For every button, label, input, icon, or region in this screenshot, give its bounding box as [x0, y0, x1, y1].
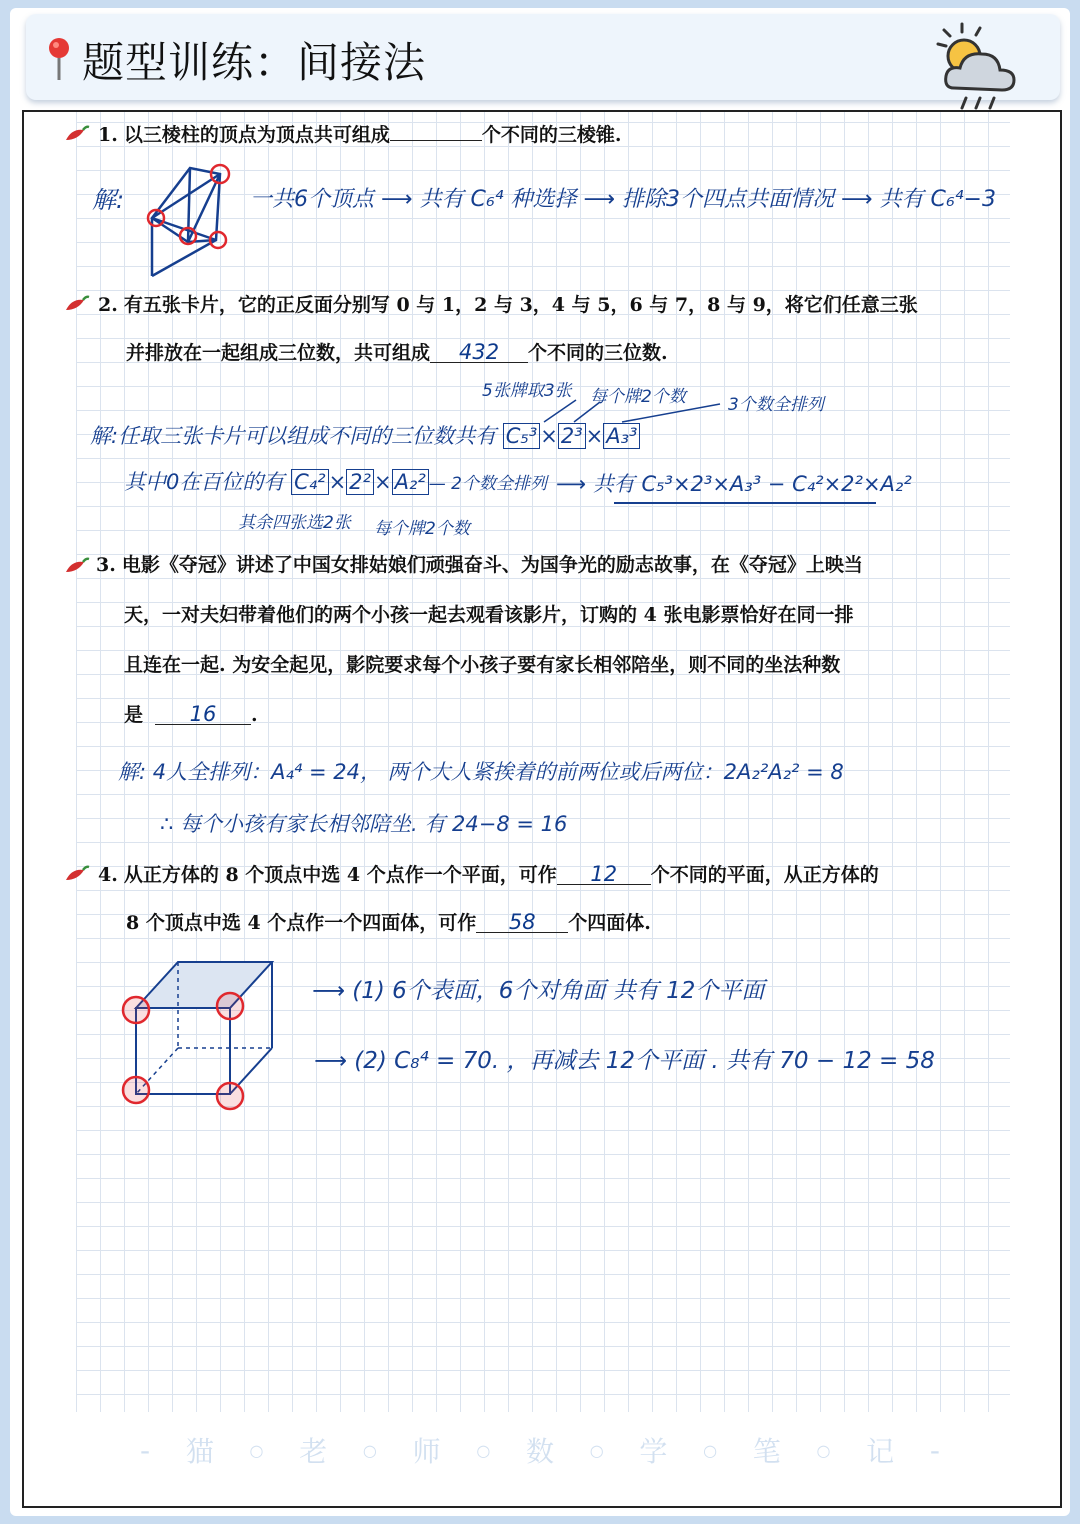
problem-3-number: 3. — [96, 554, 116, 576]
footer-char: - — [140, 1433, 151, 1467]
problem-1-blank — [390, 140, 482, 141]
footer-char: 猫 — [185, 1435, 214, 1468]
footer-char: 老 — [299, 1435, 328, 1468]
footer-dot: ○ — [476, 1440, 491, 1460]
term-a33: A₃³ — [603, 423, 640, 449]
map-pin-icon — [44, 36, 74, 82]
footer-char: 师 — [412, 1435, 441, 1468]
margin-right — [1010, 112, 1060, 1506]
problem-4-line-2 — [126, 908, 651, 935]
margin-left — [24, 112, 76, 1506]
problem-3-line-4 — [124, 700, 258, 727]
term-2-cubed: 2³ — [558, 423, 586, 449]
problem-2-number: 2. — [98, 294, 118, 316]
term-a22: A₂² — [392, 469, 429, 495]
problem-2-blank: 432 — [430, 342, 528, 363]
problem-4-solution-line-2: ⟶ (2) C₈⁴ = 70. ，再减去 12个平面 . 共有 70 − 12 = 58 — [314, 1048, 935, 1074]
sun-cloud-rain-icon — [914, 16, 1034, 112]
problem-3-blank: 16 — [155, 704, 251, 725]
term-c42: C₄² — [291, 469, 329, 495]
note-each-card-2b: 每个牌2个数 — [374, 519, 470, 539]
problem-1-solution-label: 解: — [92, 186, 125, 214]
problem-2-solution-text-2: 其中0在百位的有 — [124, 470, 285, 494]
problem-4-blank-2: 58 — [476, 912, 568, 933]
problem-4-tail: 个四面体. — [568, 912, 651, 934]
problem-3-stem: 电影《夺冠》讲述了中国女排姑娘们顽强奋斗、为国争光的励志故事，在《夺冠》上映当 — [121, 554, 863, 576]
page-title: 题型训练：间接法 — [82, 38, 427, 87]
footer-dot: ○ — [249, 1440, 264, 1460]
problem-1-tail: 个不同的三棱锥. — [481, 124, 622, 146]
note-5-take-3: 5张牌取3张 — [482, 381, 572, 401]
footer-dot: ○ — [816, 1440, 831, 1460]
term-2-squared: 2² — [346, 469, 374, 495]
problem-3-solution-line-1 — [118, 756, 844, 786]
times-sign: × — [585, 424, 604, 448]
problem-2-stem: 有五张卡片，它的正反面分别写 0 与 1，2 与 3，4 与 5，6 与 7，8 与 9，将它们任意三张 — [123, 294, 918, 316]
problem-3-solution-label: 解: — [118, 760, 147, 784]
problem-3-line-1 — [96, 550, 863, 577]
footer-dot: ○ — [589, 1440, 604, 1460]
problem-3-solution-line-2: ∴ 每个小孩有家长相邻陪坐. 有 24−8 = 16 — [160, 812, 568, 836]
note-3-permute: 3个数全排列 — [728, 395, 824, 415]
times-sign: × — [540, 424, 558, 448]
problem-4-line-1-tail: 个不同的平面，从正方体的 — [650, 864, 879, 886]
chili-icon — [62, 556, 90, 576]
note-2-permute: — 2个数全排列 — [428, 474, 547, 494]
problem-3-line-4-text: 是 — [124, 704, 144, 726]
problem-4-blank-1: 12 — [557, 864, 651, 885]
problem-2-solution-line-1 — [90, 420, 640, 450]
problem-2-solution-label: 解: — [90, 424, 119, 448]
problem-2-line-2 — [126, 338, 668, 365]
problem-1-solution-line: 一共6个顶点 ⟶ 共有 C₆⁴ 种选择 ⟶ 排除3个四点共面情况 ⟶ 共有 C₆⁴−3 — [250, 187, 996, 212]
problem-4-stem: 从正方体的 8 个顶点中选 4 个点作一个平面，可作 — [123, 864, 557, 886]
problem-3-tail: . — [251, 704, 258, 726]
problem-2-solution-line-2 — [124, 466, 547, 496]
problem-3-line-2: 天，一对夫妇带着他们的两个小孩一起去观看该影片，订购的 4 张电影票恰好在同一排 — [124, 604, 854, 626]
chili-icon — [62, 864, 90, 884]
problem-4-line-1 — [98, 860, 879, 887]
footer-char: - — [929, 1433, 940, 1467]
problem-1-number: 1. — [98, 124, 118, 146]
problem-4-line-2-text: 8 个顶点中选 4 个点作一个四面体，可作 — [126, 912, 477, 934]
problem-3-line-3: 且连在一起. 为安全起见，影院要求每个小孩子要有家长相邻陪坐，则不同的坐法种数 — [124, 654, 841, 676]
header-banner — [26, 14, 1060, 100]
problem-2-solution-text: 任取三张卡片可以组成不同的三位数共有 — [118, 424, 497, 448]
footer-char: 学 — [639, 1435, 668, 1468]
chili-icon — [62, 294, 90, 314]
prism-diagram — [140, 160, 240, 280]
problem-2-tail: 个不同的三位数. — [528, 342, 668, 364]
problem-1-stem: 以三棱柱的顶点为顶点共可组成 — [123, 124, 390, 146]
term-c53: C₅³ — [503, 423, 541, 449]
footer-char: 数 — [525, 1435, 554, 1468]
times-sign: × — [373, 470, 392, 494]
problem-2-result: ⟶ 共有 C₅³×2³×A₃³ − C₄²×2²×A₂² — [556, 472, 912, 496]
note-remaining-4-choose-2: 其余四张选2张 — [238, 513, 351, 533]
result-underline — [614, 502, 876, 504]
footer-dot: ○ — [362, 1440, 377, 1460]
problem-3-solution-text: 4人全排列：A₄⁴ = 24， 两个大人紧挨着的前两位或后两位：2A₂²A₂² = 8 — [152, 760, 844, 784]
footer-char: 笔 — [752, 1435, 781, 1468]
cube-diagram — [112, 950, 282, 1120]
times-sign: × — [328, 470, 347, 494]
chili-icon — [62, 124, 90, 144]
note-each-card-2: 每个牌2个数 — [590, 387, 686, 407]
problem-2-line-1 — [98, 290, 918, 317]
problem-4-solution-line-1: ⟶ (1) 6个表面，6个对角面 共有 12个平面 — [312, 978, 765, 1004]
problem-2-line-2-text: 并排放在一起组成三位数，共可组成 — [126, 342, 431, 364]
problem-1-text — [98, 120, 621, 147]
footer-char: 记 — [866, 1435, 895, 1468]
problem-4-number: 4. — [98, 864, 118, 886]
footer-watermark — [140, 1430, 940, 1470]
footer-dot: ○ — [703, 1440, 718, 1460]
